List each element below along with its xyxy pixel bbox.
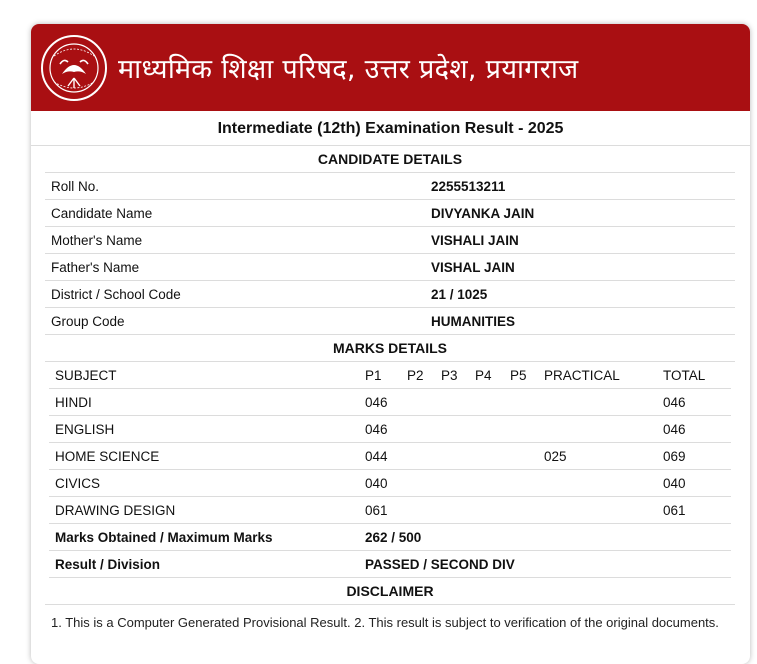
candidate-name-label: Candidate Name: [51, 206, 153, 221]
col-total: TOTAL: [663, 368, 706, 383]
table-row: [49, 497, 731, 524]
group-code-label: Group Code: [51, 314, 125, 329]
table-row: [49, 416, 731, 443]
col-subject: SUBJECT: [55, 368, 117, 383]
disclaimer-heading: DISCLAIMER: [45, 578, 735, 605]
result-division-row: [49, 551, 731, 578]
col-p4: P4: [475, 368, 492, 383]
disclaimer-text: 1. This is a Computer Generated Provisional Result. 2. This result is subject to verification of the original documents.: [51, 615, 719, 630]
candidate-row: [45, 227, 735, 254]
subject-cell: HOME SCIENCE: [55, 449, 160, 464]
subject-cell: HINDI: [55, 395, 92, 410]
table-row: [49, 470, 731, 497]
total-cell: 061: [663, 503, 686, 518]
candidate-row: [45, 173, 735, 200]
marks-table-header: [49, 362, 731, 389]
practical-cell: 025: [544, 449, 567, 464]
board-title: माध्यमिक शिक्षा परिषद, उत्तर प्रदेश, प्रयागराज: [118, 54, 579, 85]
p1-cell: 061: [365, 503, 388, 518]
up-state-emblem-icon: [40, 34, 108, 102]
result-body: [45, 146, 735, 630]
header-banner: [31, 24, 750, 111]
roll-no-value: 2255513211: [431, 179, 506, 194]
father-name-value: VISHAL JAIN: [431, 260, 515, 275]
total-cell: 046: [663, 422, 686, 437]
col-practical: PRACTICAL: [544, 368, 620, 383]
marks-table: [49, 362, 731, 578]
col-p3: P3: [441, 368, 458, 383]
col-p1: P1: [365, 368, 382, 383]
subject-cell: DRAWING DESIGN: [55, 503, 176, 518]
exam-title: Intermediate (12th) Examination Result - 2025: [31, 111, 750, 146]
result-division-label: Result / Division: [55, 557, 161, 572]
district-school-code-label: District / School Code: [51, 287, 181, 302]
total-cell: 046: [663, 395, 686, 410]
candidate-row: [45, 281, 735, 308]
candidate-row: [45, 254, 735, 281]
candidate-name-value: DIVYANKA JAIN: [431, 206, 535, 221]
subject-cell: CIVICS: [55, 476, 101, 491]
mother-name-value: VISHALI JAIN: [431, 233, 519, 248]
mother-name-label: Mother's Name: [51, 233, 143, 248]
marks-details-heading: MARKS DETAILS: [45, 335, 735, 362]
col-p5: P5: [510, 368, 527, 383]
total-cell: 069: [663, 449, 686, 464]
subject-cell: ENGLISH: [55, 422, 115, 437]
total-cell: 040: [663, 476, 686, 491]
candidate-details-heading: CANDIDATE DETAILS: [45, 146, 735, 173]
table-row: [49, 389, 731, 416]
group-code-value: HUMANITIES: [431, 314, 515, 329]
candidate-row: [45, 308, 735, 335]
father-name-label: Father's Name: [51, 260, 140, 275]
district-school-code-value: 21 / 1025: [431, 287, 488, 302]
p1-cell: 046: [365, 422, 388, 437]
table-row: [49, 443, 731, 470]
p1-cell: 040: [365, 476, 388, 491]
marks-obtained-row: [49, 524, 731, 551]
marks-obtained-value: 262 / 500: [365, 530, 422, 545]
marks-obtained-label: Marks Obtained / Maximum Marks: [55, 530, 273, 545]
result-division-value: PASSED / SECOND DIV: [365, 557, 515, 572]
result-card: [31, 24, 750, 664]
candidate-row: [45, 200, 735, 227]
p1-cell: 044: [365, 449, 388, 464]
col-p2: P2: [407, 368, 424, 383]
p1-cell: 046: [365, 395, 388, 410]
roll-no-label: Roll No.: [51, 179, 100, 194]
